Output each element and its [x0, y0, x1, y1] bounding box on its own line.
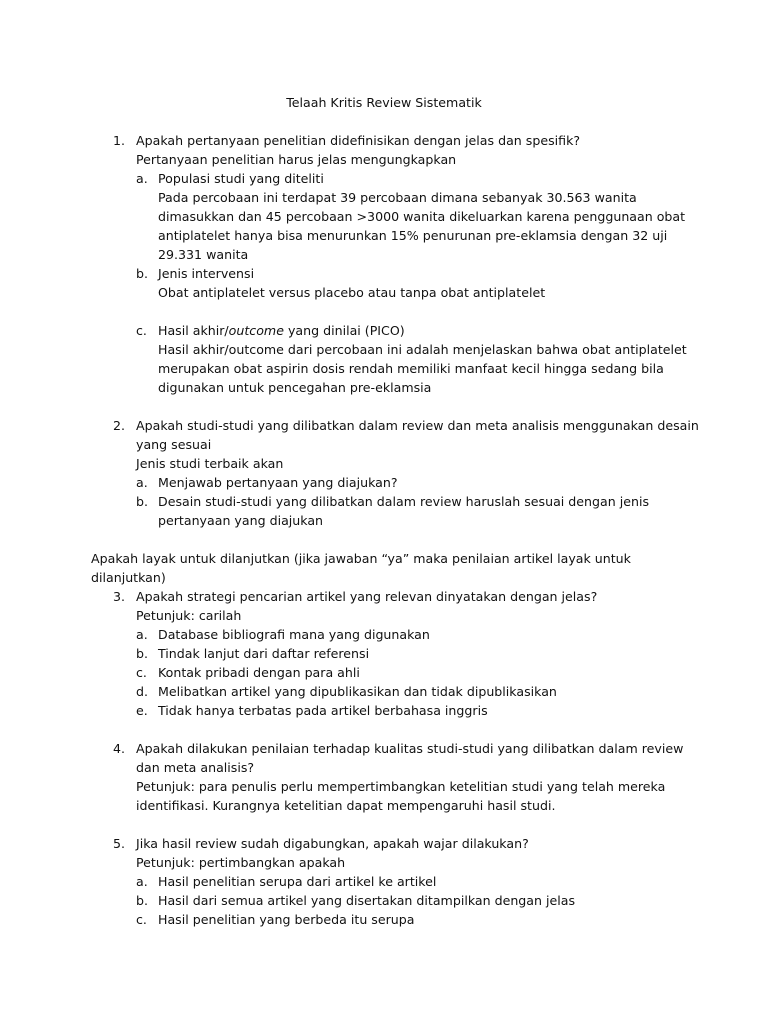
- q2-a-text: Menjawab pertanyaan yang diajukan?: [158, 475, 398, 490]
- q1-c-body-line: digunakan untuk pencegahan pre-eklamsia: [158, 380, 432, 395]
- q4-hint-line: Petunjuk: para penulis perlu mempertimbangkan ketelitian studi yang telah mereka: [136, 779, 666, 794]
- q5-item-marker: c.: [136, 912, 147, 927]
- continue-note-line: Apakah layak untuk dilanjutkan (jika jawaban “ya” maka penilaian artikel layak untuk: [91, 551, 631, 566]
- q2-question-line: yang sesuai: [136, 437, 212, 452]
- q3-item-text: Database bibliografi mana yang digunakan: [158, 627, 430, 642]
- q1-number: 1.: [113, 133, 126, 148]
- q1-c-label: [158, 321, 405, 340]
- q1-c-label-pre: Hasil akhir/: [158, 323, 229, 338]
- q5-item-text: Hasil penelitian serupa dari artikel ke artikel: [158, 874, 437, 889]
- q3-item-text: Tidak hanya terbatas pada artikel berbahasa inggris: [158, 703, 488, 718]
- q1-a-label: Populasi studi yang diteliti: [158, 171, 324, 186]
- q3-item-text: Melibatkan artikel yang dipublikasikan dan tidak dipublikasikan: [158, 684, 557, 699]
- q4-hint-line: identifikasi. Kurangnya ketelitian dapat mempengaruhi hasil studi.: [136, 798, 556, 813]
- q2-b-text-line: pertanyaan yang diajukan: [158, 513, 324, 528]
- q5-item-text: Hasil dari semua artikel yang disertakan ditampilkan dengan jelas: [158, 893, 576, 908]
- q2-b-text-line: Desain studi-studi yang dilibatkan dalam review haruslah sesuai dengan jenis: [158, 494, 650, 509]
- q2-number: 2.: [113, 418, 126, 433]
- q1-c-marker: c.: [136, 323, 147, 338]
- q1-c-body-line: Hasil akhir/outcome dari percobaan ini adalah menjelaskan bahwa obat antiplatelet: [158, 342, 687, 357]
- q4-question-line: dan meta analisis?: [136, 760, 255, 775]
- q5-number: 5.: [113, 836, 126, 851]
- q1-c-label-post: yang dinilai (PICO): [283, 323, 405, 338]
- q3-item-marker: a.: [136, 627, 148, 642]
- q2-question-line: Apakah studi-studi yang dilibatkan dalam review dan meta analisis menggunakan desain: [136, 418, 699, 433]
- q5-item-text: Hasil penelitian yang berbeda itu serupa: [158, 912, 415, 927]
- q3-item-marker: d.: [136, 684, 148, 699]
- q1-a-marker: a.: [136, 171, 148, 186]
- q3-item-text: Tindak lanjut dari daftar referensi: [158, 646, 370, 661]
- q3-item-marker: b.: [136, 646, 148, 661]
- q1-question: Apakah pertanyaan penelitian didefinisikan dengan jelas dan spesifik?: [136, 133, 581, 148]
- q1-c-label-emphasis: outcome: [228, 323, 284, 338]
- q5-item-marker: a.: [136, 874, 148, 889]
- q1-intro: Pertanyaan penelitian harus jelas mengungkapkan: [136, 152, 457, 167]
- q3-number: 3.: [113, 589, 126, 604]
- q1-b-marker: b.: [136, 266, 148, 281]
- q3-item-text: Kontak pribadi dengan para ahli: [158, 665, 360, 680]
- q5-item-marker: b.: [136, 893, 148, 908]
- q2-a-marker: a.: [136, 475, 148, 490]
- page-title: Telaah Kritis Review Sistematik: [286, 95, 482, 110]
- q2-intro: Jenis studi terbaik akan: [136, 456, 284, 471]
- q1-b-body: Obat antiplatelet versus placebo atau tanpa obat antiplatelet: [158, 285, 546, 300]
- q4-number: 4.: [113, 741, 126, 756]
- q1-a-body-line: dimasukkan dan 45 percobaan >3000 wanita dikeluarkan karena penggunaan obat: [158, 209, 686, 224]
- q2-b-marker: b.: [136, 494, 148, 509]
- q4-question-line: Apakah dilakukan penilaian terhadap kualitas studi-studi yang dilibatkan dalam review: [136, 741, 684, 756]
- q5-question: Jika hasil review sudah digabungkan, apakah wajar dilakukan?: [136, 836, 529, 851]
- q5-hint: Petunjuk: pertimbangkan apakah: [136, 855, 346, 870]
- continue-note-line: dilanjutkan): [91, 570, 166, 585]
- q1-b-label: Jenis intervensi: [158, 266, 255, 281]
- q3-item-marker: c.: [136, 665, 147, 680]
- q3-item-marker: e.: [136, 703, 148, 718]
- q1-a-body-line: 29.331 wanita: [158, 247, 249, 262]
- q3-hint: Petunjuk: carilah: [136, 608, 242, 623]
- q1-a-body-line: Pada percobaan ini terdapat 39 percobaan dimana sebanyak 30.563 wanita: [158, 190, 637, 205]
- q1-a-body-line: antiplatelet hanya bisa menurunkan 15% penurunan pre-eklamsia dengan 32 uji: [158, 228, 668, 243]
- q3-question: Apakah strategi pencarian artikel yang relevan dinyatakan dengan jelas?: [136, 589, 598, 604]
- q1-c-body-line: merupakan obat aspirin dosis rendah memiliki manfaat kecil hingga sedang bila: [158, 361, 664, 376]
